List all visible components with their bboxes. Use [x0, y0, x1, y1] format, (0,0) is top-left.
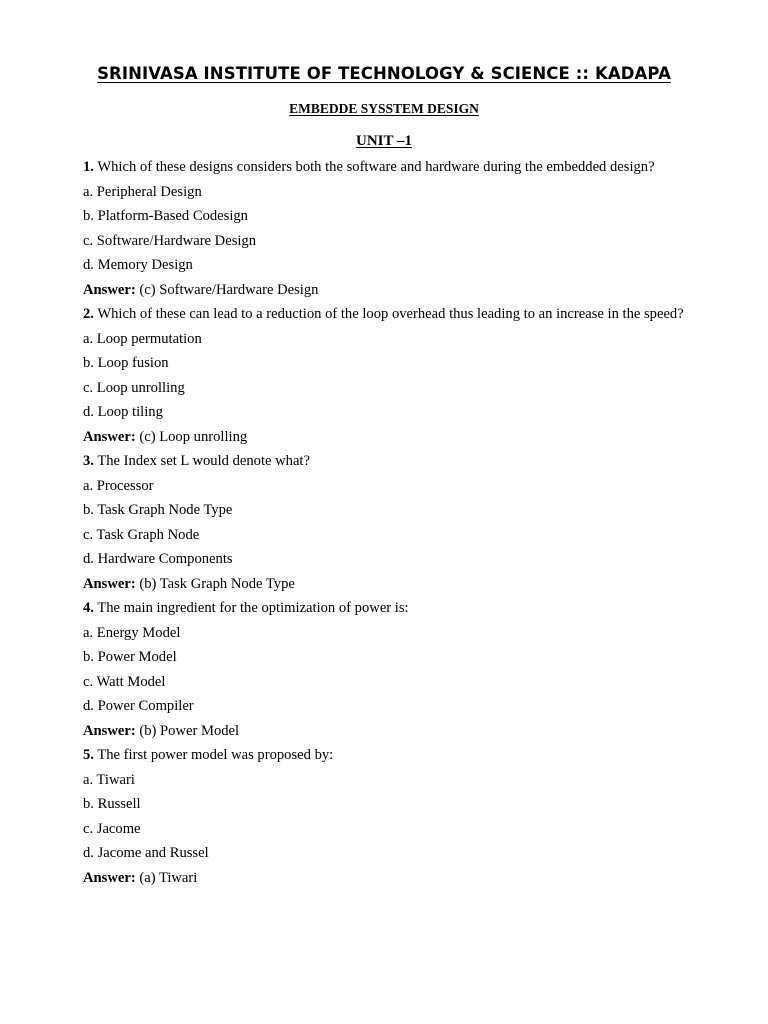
question-block: [83, 302, 688, 449]
question-text: [83, 743, 688, 768]
answer-value: (c) Software/Hardware Design: [139, 281, 319, 298]
question-stem: Which of these designs considers both the software and hardware during the embedded design?: [97, 159, 655, 175]
answer-label: Answer:: [83, 428, 136, 445]
question-number: 5.: [83, 747, 94, 763]
option-c: c. Task Graph Node: [83, 526, 200, 543]
question-block: [83, 743, 688, 890]
answer-value: (c) Loop unrolling: [139, 428, 248, 445]
question-stem: The Index set L would denote what?: [97, 453, 310, 469]
subject-title: EMBEDDE SYSSTEM DESIGN: [289, 101, 479, 116]
option-b: b. Platform-Based Codesign: [83, 208, 248, 224]
question-text: [83, 302, 688, 327]
answer-label: Answer:: [83, 575, 136, 592]
option-c: c. Software/Hardware Design: [83, 232, 257, 249]
option-b: b. Power Model: [83, 649, 177, 665]
question-number: 2.: [83, 306, 94, 322]
option-b: b. Loop fusion: [83, 355, 169, 371]
option-c: c. Loop unrolling: [83, 379, 185, 396]
question-stem: Which of these can lead to a reduction of the loop overhead thus leading to an increase in the speed?: [97, 306, 684, 322]
question-block: [83, 155, 688, 302]
question-text: [83, 449, 688, 474]
option-b: b. Russell: [83, 796, 141, 812]
answer-value: (b) Power Model: [139, 722, 240, 739]
answer-line: [83, 572, 688, 597]
question-stem: The main ingredient for the optimization of power is:: [97, 600, 409, 616]
question-text: [83, 596, 688, 621]
option-a: a. Loop permutation: [83, 330, 202, 347]
answer-value: (b) Task Graph Node Type: [139, 575, 295, 592]
answer-label: Answer:: [83, 722, 136, 739]
option-c: c. Jacome: [83, 820, 141, 837]
institute-title: SRINIVASA INSTITUTE OF TECHNOLOGY & SCIENCE :: KADAPA: [97, 64, 671, 83]
answer-label: Answer:: [83, 281, 136, 298]
option-a: a. Processor: [83, 477, 154, 494]
option-a: a. Energy Model: [83, 624, 181, 641]
option-a: a. Tiwari: [83, 771, 135, 788]
unit-heading: UNIT –1: [356, 133, 412, 149]
question-block: [83, 596, 688, 743]
option-d: d. Memory Design: [83, 257, 193, 273]
question-number: 3.: [83, 453, 94, 469]
answer-label: Answer:: [83, 869, 136, 886]
answer-line: [83, 425, 688, 450]
answer-line: [83, 278, 688, 303]
option-d: d. Jacome and Russel: [83, 845, 209, 861]
question-number: 1.: [83, 159, 94, 175]
question-stem: The first power model was proposed by:: [97, 747, 334, 763]
question-list: [83, 155, 688, 890]
question-block: [83, 449, 688, 596]
option-a: a. Peripheral Design: [83, 183, 202, 200]
question-text: [83, 155, 688, 180]
answer-line: [83, 719, 688, 744]
option-d: d. Loop tiling: [83, 404, 163, 420]
answer-value: (a) Tiwari: [139, 869, 198, 886]
question-number: 4.: [83, 600, 94, 616]
option-d: d. Hardware Components: [83, 551, 233, 567]
option-c: c. Watt Model: [83, 673, 166, 690]
answer-line: [83, 866, 688, 891]
option-b: b. Task Graph Node Type: [83, 502, 233, 518]
option-d: d. Power Compiler: [83, 698, 194, 714]
